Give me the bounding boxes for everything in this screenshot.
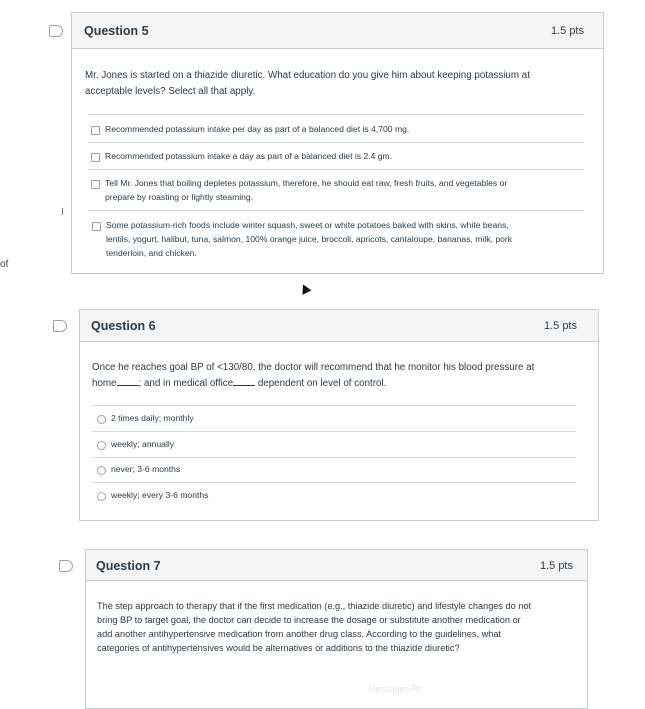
answer-checkbox[interactable] [91, 180, 100, 189]
answer-label: Some potassium-rich foods include winter squash, sweet or white potatoes baked with skins, white beans, lentils, yogurt, halibut, tuna, salmon, 100% orange juice, broccoli, apricots, cantaloupe, bananas, milk, pork tenderloin, and chicken. [106, 220, 513, 258]
answer-label: Tell Mr. Jones that boiling depletes potassium, therefore, he should eat raw, fresh fruits, and vegetables or prepare by roasting or lightly steaming. [105, 178, 508, 202]
side-label: of [0, 259, 9, 270]
answer-label: 2 times daily; monthly [111, 413, 194, 423]
answer-label: weekly; annually [111, 439, 175, 449]
question-prompt: Once he reaches goal BP of <130/80, the doctor will recommend that he monitor his blood pressure at home ; and in medical office dependent on level of control. [92, 362, 535, 389]
answer-radio[interactable] [97, 441, 106, 450]
question-points: 1.5 pts [550, 25, 584, 37]
answer-radio[interactable] [97, 492, 106, 501]
answer-checkbox[interactable] [92, 222, 101, 231]
question-title: Question 5 [84, 24, 149, 38]
answer-checkbox[interactable] [91, 153, 100, 162]
fill-blank [117, 376, 139, 386]
question-6-card [79, 309, 599, 521]
question-title: Question 6 [91, 319, 156, 333]
mouse-pointer-icon [299, 282, 312, 294]
question-5-card [71, 12, 604, 274]
question-7-header [86, 550, 587, 581]
faded-watermark-text: Messages Rh [368, 684, 424, 694]
question-points: 1.5 pts [543, 320, 577, 332]
fill-blank [233, 376, 255, 386]
question-title: Question 7 [96, 559, 161, 573]
answer-label: never; 3-6 months [111, 464, 181, 474]
flag-question-icon[interactable] [59, 560, 73, 572]
question-points: 1.5 pts [539, 560, 573, 572]
answer-radio[interactable] [97, 466, 106, 475]
answer-label: Recommended potassium intake per day as part of a balanced diet is 4,700 mg. [105, 124, 410, 134]
answer-label: weekly; every 3-6 months [111, 490, 209, 500]
question-5-header [72, 13, 603, 49]
answer-label: Recommended potassium intake a day as part of a balanced diet is 2.4 gm. [105, 151, 393, 161]
answer-checkbox[interactable] [91, 126, 100, 135]
flag-question-icon[interactable] [53, 320, 67, 332]
question-6-header [80, 310, 598, 342]
answer-radio[interactable] [97, 415, 106, 424]
question-7-card [85, 549, 588, 709]
question-prompt: Mr. Jones is started on a thiazide diuretic. What education do you give him about keeping potassium at acceptable levels? Select all that apply. [85, 70, 530, 97]
flag-question-icon[interactable] [49, 25, 63, 37]
question-prompt: The step approach to therapy that if the first medication (e.g., thiazide diuretic) and lifestyle changes do not bring BP to target goal, the doctor can decide to increase the dosage or substitute another medication or add another antihypertensive medication from another drug class. According to the guidelines, what categories of antihypertensives would be alternatives or additions to the thiazide diuretic? [97, 601, 532, 653]
margin-tick [62, 208, 63, 215]
